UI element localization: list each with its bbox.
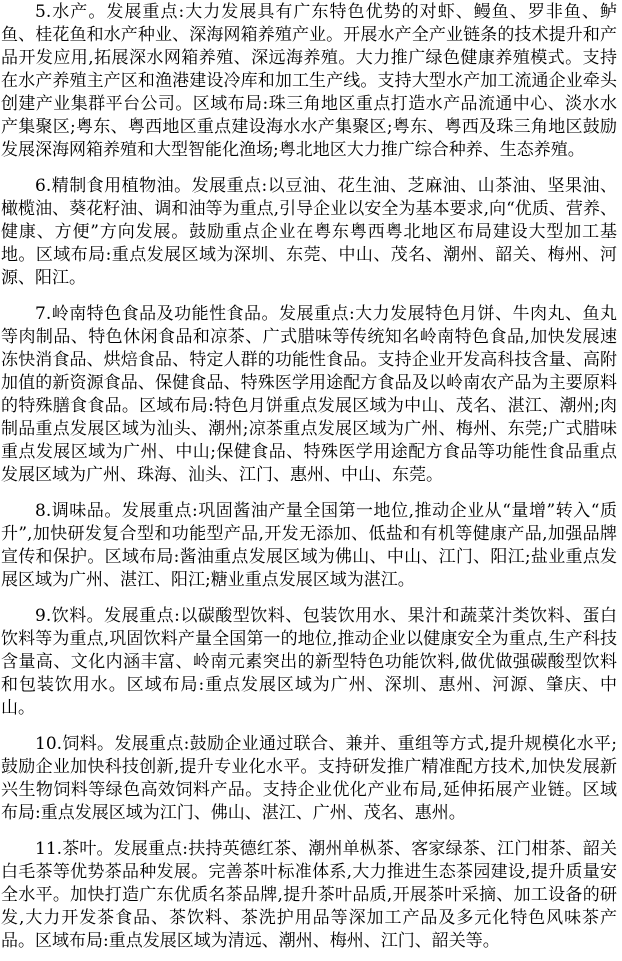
paragraph-8-condiments: 8.调味品。发展重点:巩固酱油产量全国第一地位,推动企业从“量增”转入“质升”,加快研发复合型和功能型产品,开发无添加、低盐和有机等健康产品,加强品牌宣传和保护。区域布局:酱油重点发展区域为佛山、中山、江门、阳江;盐业重点发展区域为广州、湛江、阳江;糖业重点发展区域为湛江。 — [1, 501, 617, 590]
paragraph-6-refined-edible-vegetable-oil: 6.精制食用植物油。发展重点:以豆油、花生油、芝麻油、山茶油、坚果油、橄榄油、葵花籽油、调和油等为重点,引导企业以安全为基本要求,向“优质、营养、健康、方便”方向发展。鼓励重点企业在粤东粤西粤北地区布局建设大型加工基地。区域布局:重点发展区域为深圳、东莞、中山、茂名、潮州、韶关、梅州、河源、阳江。 — [1, 176, 617, 288]
paragraph-10-feed: 10.饲料。发展重点:鼓励企业通过联合、兼并、重组等方式,提升规模化水平;鼓励企业加快科技创新,提升专业化水平。支持研发推广精准配方技术,加快发展新兴生物饲料等绿色高效饲料产品。支持企业优化产业布局,延伸拓展产业链。区域布局:重点发展区域为江门、佛山、湛江、广州、茂名、惠州。 — [1, 734, 617, 823]
paragraph-9-beverages: 9.饮料。发展重点:以碳酸型饮料、包装饮用水、果汁和蔬菜汁类饮料、蛋白饮料等为重点,巩固饮料产量全国第一的地位,推动企业以健康安全为重点,生产科技含量高、文化内涵丰富、岭南元素突出的新型特色功能饮料,做优做强碳酸型饮料和包装饮用水。区域布局:重点发展区域为广州、深圳、惠州、河源、肇庆、中山。 — [1, 606, 617, 718]
paragraph-11-tea: 11.茶叶。发展重点:扶持英德红茶、潮州单枞茶、客家绿茶、江门柑茶、韶关白毛茶等优势茶品种发展。完善茶叶标准体系,大力推进生态茶园建设,提升质量安全水平。加快打造广东优质名茶品牌,提升茶叶品质,开展茶叶采摘、加工设备的研发,大力开发茶食品、茶饮料、茶洗护用品等深加工产品及多元化特色风味茶产品。区域布局:重点发展区域为清远、潮州、梅州、江门、韶关等。 — [1, 839, 617, 951]
paragraph-7-lingnan-specialty-functional-foods: 7.岭南特色食品及功能性食品。发展重点:大力发展特色月饼、牛肉丸、鱼丸等肉制品、特色休闲食品和凉茶、广式腊味等传统知名岭南特色食品,加快发展速冻快消食品、烘焙食品、特定人群的功能性食品。支持企业开发高科技含量、高附加值的新资源食品、保健食品、特殊医学用途配方食品及以岭南农产品为主要原料的特殊膳食食品。区域布局:特色月饼重点发展区域为中山、茂名、湛江、潮州;肉制品重点发展区域为汕头、潮州;凉茶重点发展区域为广州、梅州、东莞;广式腊味重点发展区域为广州、中山;保健食品、特殊医学用途配方食品等功能性食品重点发展区域为广州、珠海、汕头、江门、惠州、中山、东莞。 — [1, 304, 617, 485]
paragraph-5-aquatic-products: 5.水产。发展重点:大力发展具有广东特色优势的对虾、鳗鱼、罗非鱼、鲈鱼、桂花鱼和水产种业、深海网箱养殖产业。开展水产全产业链条的技术提升和产品开发应用,拓展深水网箱养殖、深远海养殖。大力推广绿色健康养殖模式。支持在水产养殖主产区和渔港建设冷库和加工生产线。支持大型水产加工流通企业牵头创建产业集群平台公司。区域布局:珠三角地区重点打造水产品流通中心、淡水水产集聚区;粤东、粤西地区重点建设海水水产集聚区;粤东、粤西及珠三角地区鼓励发展深海网箱养殖和大型智能化渔场;粤北地区大力推广综合种养、生态养殖。 — [1, 2, 617, 160]
